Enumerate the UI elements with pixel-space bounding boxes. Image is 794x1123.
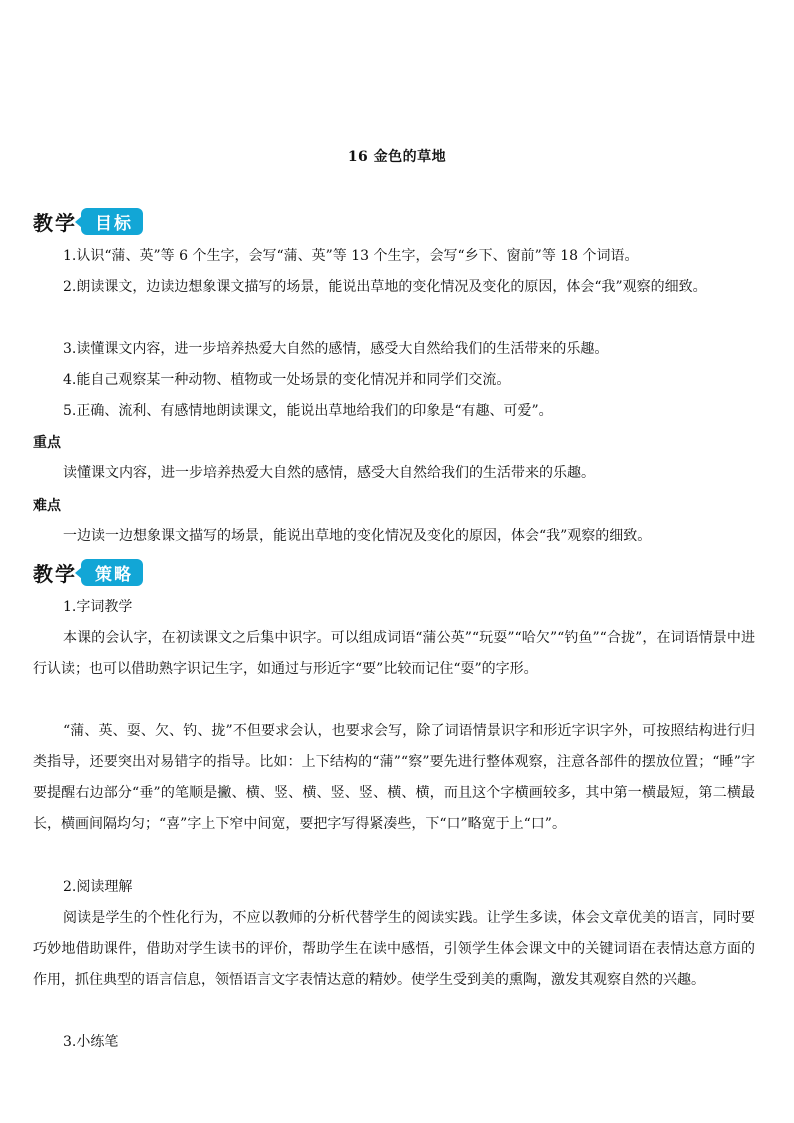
goals-header-lead: 教学 <box>33 210 77 235</box>
goals-section-header <box>33 204 143 238</box>
strategy-section-header <box>33 555 143 589</box>
strategy-1-paragraph-1: 本课的会认字，在初读课文之后集中识字。可以组成词语“蒲公英”“玩耍”“哈欠”“钓鱼”“合拢”，在词语情景中进行认读；也可以借助熟字识记生字，如通过与形近字“要”比较而记住“耍”的字形。 <box>33 630 755 677</box>
strategy-badge <box>81 559 143 586</box>
strategy-header-lead: 教学 <box>33 561 77 586</box>
strategy-badge-label: 策略 <box>95 564 133 585</box>
goal-item-2: 2.朗读课文，边读边想象课文描写的场景，能说出草地的变化情况及变化的原因，体会“我”观察的细致。 <box>63 279 707 295</box>
strategy-2-title: 2.阅读理解 <box>63 879 133 895</box>
difficulty-text: 一边读一边想象课文描写的场景，能说出草地的变化情况及变化的原因，体会“我”观察的细致。 <box>63 528 652 544</box>
difficulty-label: 难点 <box>33 498 61 514</box>
strategy-3-title: 3.小练笔 <box>63 1034 119 1050</box>
goal-item-5: 5.正确、流利、有感情地朗读课文，能说出草地给我们的印象是“有趣、可爱”。 <box>63 403 553 419</box>
goal-item-4: 4.能自己观察某一种动物、植物或一处场景的变化情况并和同学们交流。 <box>63 372 511 388</box>
goals-badge-label: 目标 <box>95 213 133 234</box>
goal-item-1: 1.认识“蒲、英”等 6 个生字，会写“蒲、英”等 13 个生字，会写“乡下、窗前”等 18 个词语。 <box>63 248 639 264</box>
goals-badge <box>81 208 143 235</box>
key-point-label: 重点 <box>33 435 61 451</box>
page-title: 16 金色的草地 <box>347 149 447 165</box>
strategy-1-title: 1.字词教学 <box>63 599 133 615</box>
strategy-1-paragraph-2: “蒲、英、耍、欠、钓、拢”不但要求会认，也要求会写，除了词语情景识字和形近字识字外，可按照结构进行归类指导，还要突出对易错字的指导。比如：上下结构的“蒲”“察”要先进行整体观察，注意各部件的摆放位置；“睡”字要提醒右边部分“垂”的笔顺是撇、横、竖、横、竖、竖、横、横，而且这个字横画较多，其中第一横最短，第二横最长，横画间隔均匀；“喜”字上下窄中间宽，要把字写得紧凑些，下“口”略宽于上“口”。 <box>33 723 755 832</box>
key-point-text: 读懂课文内容，进一步培养热爱大自然的感情，感受大自然给我们的生活带来的乐趣。 <box>63 465 595 481</box>
strategy-2-paragraph-1: 阅读是学生的个性化行为，不应以教师的分析代替学生的阅读实践。让学生多读，体会文章优美的语言，同时要巧妙地借助课件，借助对学生读书的评价，帮助学生在读中感悟，引领学生体会课文中的关键词语在表情达意方面的作用，抓住典型的语言信息，领悟语言文字表情达意的精妙。使学生受到美的熏陶，激发其观察自然的兴趣。 <box>33 910 755 988</box>
goal-item-3: 3.读懂课文内容，进一步培养热爱大自然的感情，感受大自然给我们的生活带来的乐趣。 <box>63 341 609 357</box>
